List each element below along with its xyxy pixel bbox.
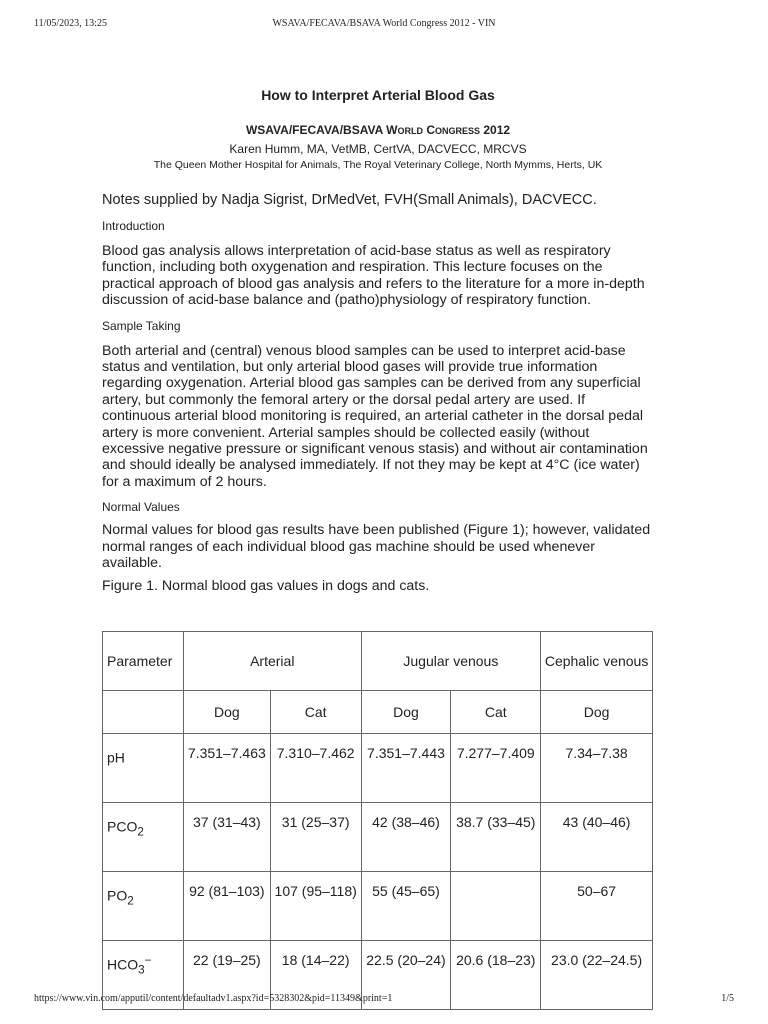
param-cell: pH <box>103 734 184 803</box>
print-page-title: WSAVA/FECAVA/BSAVA World Congress 2012 - VIN <box>272 18 496 29</box>
article <box>102 86 654 594</box>
value-cell: 43 (40–46) <box>541 803 653 872</box>
section-heading-sample-taking: Sample Taking <box>102 318 181 333</box>
table-header-row <box>103 632 653 691</box>
value-cell: 92 (81–103) <box>183 872 270 941</box>
value-cell: 31 (25–37) <box>270 803 361 872</box>
value-cell: 37 (31–43) <box>183 803 270 872</box>
value-cell: 22 (19–25) <box>183 941 270 1010</box>
header-cephalic-venous: Cephalic venous <box>541 632 653 691</box>
author: Karen Humm, MA, VetMB, CertVA, DACVECC, MRCVS <box>229 142 527 156</box>
value-cell: 7.277–7.409 <box>451 734 541 803</box>
value-cell: 55 (45–65) <box>361 872 451 941</box>
table-row-ph <box>103 734 653 803</box>
param-cell: $HCO_3^-$ <box>103 941 184 1010</box>
affiliation: The Queen Mother Hospital for Animals, The Royal Veterinary College, North Mymms, Herts, UK <box>153 159 603 171</box>
table-row-pco2 <box>103 803 653 872</box>
species-cell: Cat <box>270 691 361 734</box>
species-cell: Dog <box>541 691 653 734</box>
value-cell: 7.351–7.463 <box>183 734 270 803</box>
introduction-paragraph: Blood gas analysis allows interpretation of acid-base status as well as respiratory function, including both oxygenation and respiration. This lecture focuses on the practical approach of blood gas analysis and refers to the literature for a more in-depth discussion of acid-base balance and (patho)physiology of respiratory function. <box>102 243 645 309</box>
normal-values-table <box>102 631 653 1010</box>
normal-values-paragraph: Normal values for blood gas results have been published (Figure 1); however, validated normal ranges of each individual blood gas machine should be used whenever available. <box>102 522 651 572</box>
header-arterial: Arterial <box>183 632 361 691</box>
value-cell: 7.351–7.443 <box>361 734 451 803</box>
param-cell: $PCO_2$ <box>103 803 184 872</box>
value-cell: 7.34–7.38 <box>541 734 653 803</box>
value-cell: 23.0 (22–24.5) <box>541 941 653 1010</box>
value-cell: 18 (14–22) <box>270 941 361 1010</box>
article-title: How to Interpret Arterial Blood Gas <box>261 87 495 103</box>
congress-name: WSAVA/FECAVA/BSAVA WORLD CONGRESS 2012 <box>245 123 511 137</box>
species-blank-cell <box>103 691 184 734</box>
sample-taking-paragraph: Both arterial and (central) venous blood samples can be used to interpret acid-base status and ventilation, but only arterial blood gases will provide true information regarding oxygenation. Arterial blood gas samples can be derived from any superficial artery, but commonly the femoral artery or the dorsal pedal artery are used. If continuous arterial blood monitoring is required, an arterial catheter in the dorsal pedal artery is more convenient. Arterial samples should be collected easily (without excessive negative pressure or significant venous stasis) and without air contamination and should ideally be analysed immediately. If not they may be kept at 4°C (ice water) for a maximum of 2 hours. <box>102 342 648 490</box>
param-cell: $PO_2$ <box>103 872 184 941</box>
table-row-po2 <box>103 872 653 941</box>
section-heading-introduction: Introduction <box>102 219 165 233</box>
notes-line: Notes supplied by Nadja Sigrist, DrMedVet, FVH(Small Animals), DACVECC. <box>102 192 597 208</box>
value-cell: 7.310–7.462 <box>270 734 361 803</box>
figure-caption: Figure 1. Normal blood gas values in dogs and cats. <box>102 577 430 594</box>
header-parameter: Parameter <box>103 632 184 691</box>
print-page-number: 1/5 <box>721 993 734 1004</box>
species-cell: Dog <box>183 691 270 734</box>
header-jugular-venous: Jugular venous <box>361 632 541 691</box>
value-cell: 50–67 <box>541 872 653 941</box>
species-cell: Dog <box>361 691 451 734</box>
value-cell: 20.6 (18–23) <box>451 941 541 1010</box>
species-cell: Cat <box>451 691 541 734</box>
print-datetime: 11/05/2023, 13:25 <box>34 18 107 29</box>
value-cell: 22.5 (20–24) <box>361 941 451 1010</box>
value-cell: 38.7 (33–45) <box>451 803 541 872</box>
value-cell: 42 (38–46) <box>361 803 451 872</box>
value-cell <box>451 872 541 941</box>
value-cell: 107 (95–118) <box>270 872 361 941</box>
print-url: https://www.vin.com/apputil/content/defaultadv1.aspx?id=5328302&pid=11349&print=1 <box>34 993 393 1004</box>
table-species-row <box>103 691 653 734</box>
section-heading-normal-values: Normal Values <box>102 500 180 515</box>
